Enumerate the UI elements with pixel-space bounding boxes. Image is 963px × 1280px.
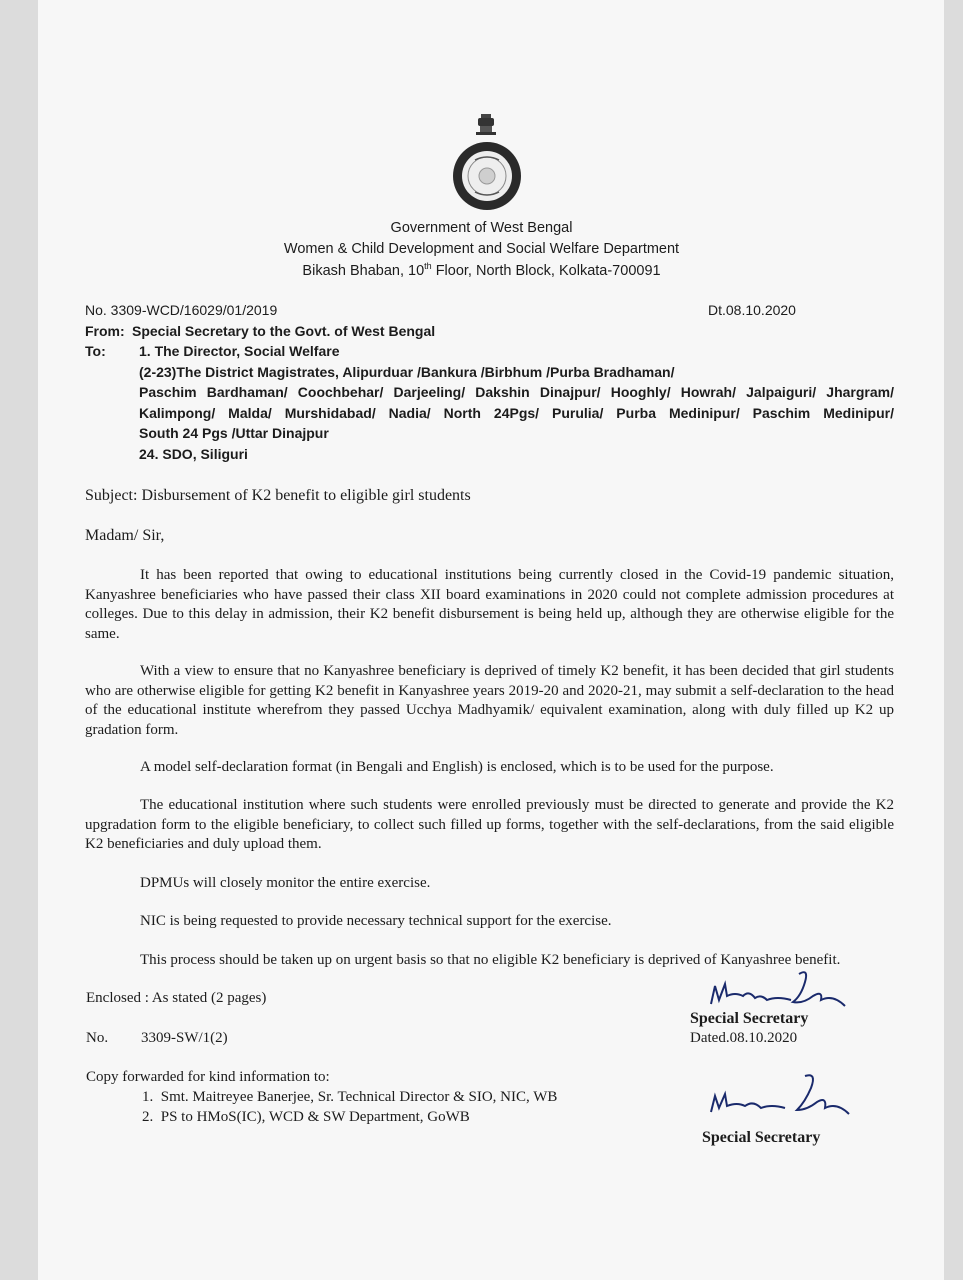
body-paragraph: DPMUs will closely monitor the entire exercise.: [140, 875, 431, 891]
body-paragraph: A model self-declaration format (in Bengali and English) is enclosed, which is to be used for the purpose.: [140, 759, 774, 775]
copy-number-value: 3309-SW/1(2): [141, 1030, 228, 1046]
signatory-title: Special Secretary: [702, 1129, 821, 1146]
copy-number-label: No.: [86, 1030, 109, 1046]
memo-number: No. 3309-WCD/16029/01/2019: [85, 302, 278, 318]
state-emblem-icon: [445, 108, 529, 212]
copy-forward-intro: Copy forwarded for kind information to:: [86, 1069, 330, 1085]
salutation: Madam/ Sir,: [85, 527, 165, 544]
to-line: 24. SDO, Siliguri: [139, 446, 248, 462]
to-line: Paschim Bardhaman/ Coochbehar/ Darjeeling/ Dakshin Dinajpur/ Hooghly/ Howrah/ Jalpaiguri/ Jhargram/: [139, 384, 894, 400]
signature-image: [705, 1070, 855, 1120]
header-department: Women & Child Development and Social Welfare Department: [283, 241, 680, 257]
copy-item: 1. Smt. Maitreyee Banerjee, Sr. Technical Director & SIO, NIC, WB: [142, 1089, 558, 1105]
signatory-title: Special Secretary: [690, 1010, 809, 1027]
copy-item: 2. PS to HMoS(IC), WCD & SW Department, GoWB: [142, 1109, 470, 1125]
to-label: To:: [85, 343, 106, 359]
body-paragraph: This process should be taken up on urgent basis so that no eligible K2 beneficiary is deprived of Kanyashree benefit.: [140, 952, 841, 968]
signature-image: [705, 966, 855, 1016]
enclosed-note: Enclosed : As stated (2 pages): [86, 990, 267, 1006]
to-line: Kalimpong/ Malda/ Murshidabad/ Nadia/ North 24Pgs/ Purulia/ Purba Medinipur/ Paschim Medinipur/: [139, 405, 894, 421]
body-paragraph: The educational institution where such students were enrolled previously must be directed to generate and provide the K2 upgradation form to the eligible beneficiary, to collect such filled up forms, together with the self-declarations, from the said eligible K2 beneficiaries and duly upload them.: [85, 797, 894, 852]
from-value: Special Secretary to the Govt. of West Bengal: [132, 323, 436, 339]
to-line: (2-23)The District Magistrates, Alipurduar /Bankura /Birbhum /Purba Bradhaman/: [139, 364, 675, 380]
body-paragraph: It has been reported that owing to educational institutions being currently closed in the Covid-19 pandemic situation, Kanyashree beneficiaries who have passed their class XII board examinations in 2020 could not complete admission procedures at colleges. Due to this delay in admission, their K2 benefit disbursement is being held up, although they are otherwise eligible for the same.: [85, 567, 894, 642]
from-label: From:: [85, 323, 125, 339]
header-address: Bikash Bhaban, 10th Floor, North Block, Kolkata-700091: [302, 261, 661, 279]
body-paragraph: NIC is being requested to provide necessary technical support for the exercise.: [140, 913, 612, 929]
to-line: 1. The Director, Social Welfare: [139, 343, 340, 359]
to-line: South 24 Pgs /Uttar Dinajpur: [139, 425, 329, 441]
subject-line: Subject: Disbursement of K2 benefit to eligible girl students: [85, 487, 471, 504]
memo-date: Dt.08.10.2020: [708, 302, 796, 318]
body-paragraph: With a view to ensure that no Kanyashree beneficiary is deprived of timely K2 benefit, it has been decided that girl students who are otherwise eligible for getting K2 benefit in Kanyashree years 2019-20 and 2020-21, may submit a self-declaration to the head of the educational institute wherefrom they passed Ucchya Madhyamik/ equivalent examination, along with duly filled up K2 up gradation form.: [85, 663, 894, 738]
signatory-date: Dated.08.10.2020: [690, 1030, 798, 1046]
header-government: Government of West Bengal: [390, 220, 573, 236]
